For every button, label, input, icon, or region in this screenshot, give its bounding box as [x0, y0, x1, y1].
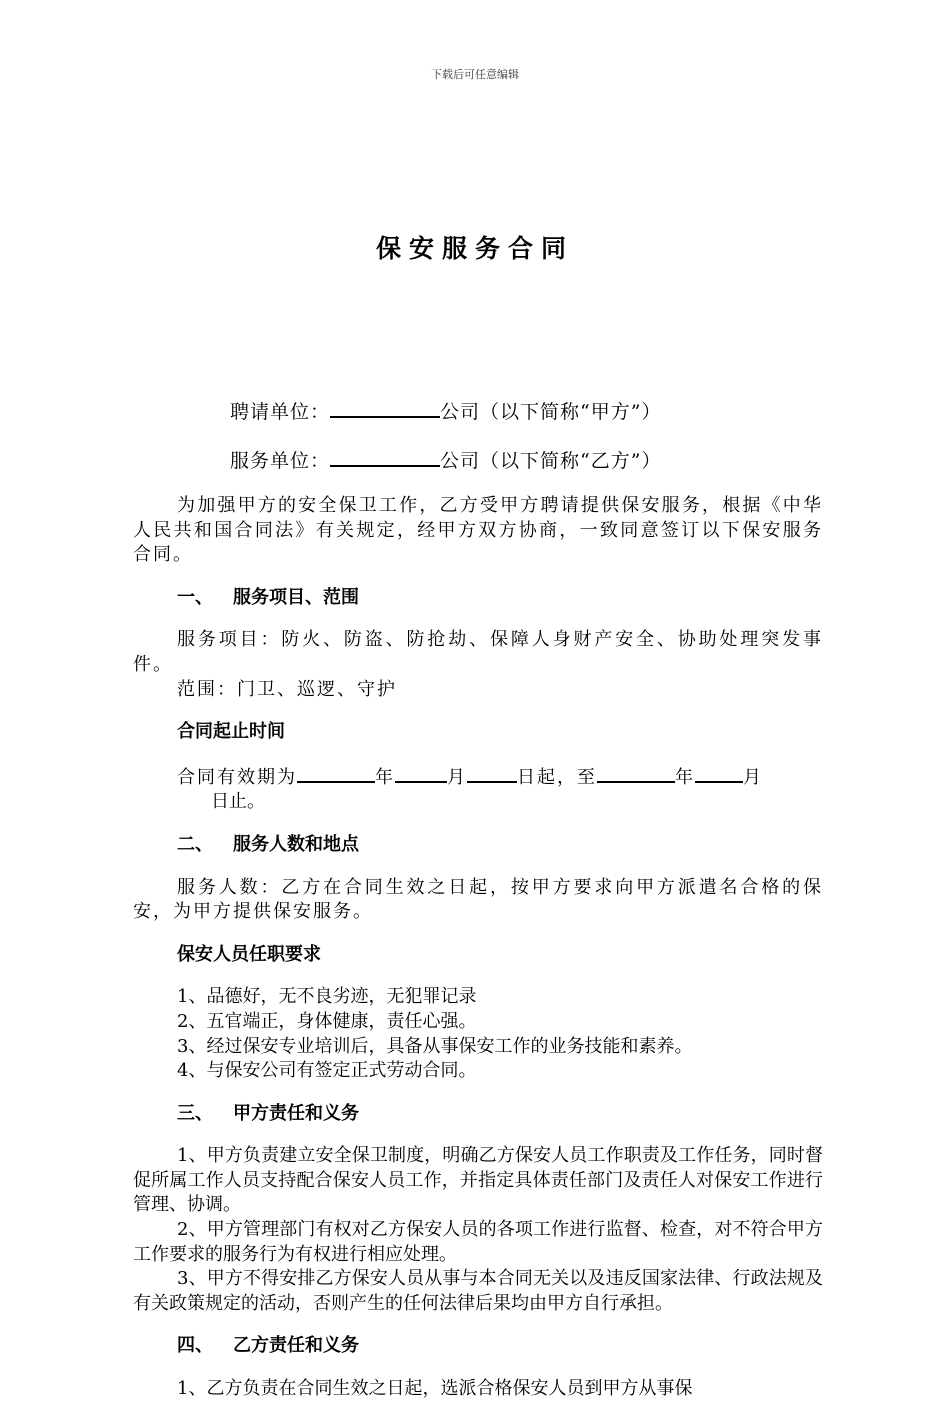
term-end: 日止。: [211, 791, 265, 813]
requirement-item: 3、经过保安专业培训后，具备从事保安工作的业务技能和素养。: [177, 1035, 693, 1057]
party-b-duty: 1、乙方负责在合同生效之日起，选派合格保安人员到甲方从事保: [177, 1378, 693, 1400]
section-1-heading: [133, 586, 823, 611]
employer-line: [230, 397, 661, 424]
start-year-blank[interactable]: [297, 763, 375, 783]
service-scope: 范围：门卫、巡逻、守护: [177, 678, 397, 700]
service-headcount: 服务人数：乙方在合同生效之日起，按甲方要求向甲方派遣名合格的保安，为甲方提供保安服务。: [133, 876, 823, 923]
page-header-note: 下载后可任意编辑: [431, 68, 519, 81]
section-2-heading: [133, 833, 823, 858]
end-month-label: 月: [743, 766, 763, 788]
section-3-title: 甲方责任和义务: [233, 1102, 359, 1124]
start-year-label: 年: [375, 766, 395, 788]
term-prefix: 合同有效期为: [177, 766, 297, 788]
section-4-title: 乙方责任和义务: [233, 1335, 359, 1357]
section-4-heading: [133, 1334, 823, 1359]
end-year-label: 年: [675, 766, 695, 788]
term-line: [133, 763, 823, 791]
employer-suffix: 公司（以下简称“甲方”）: [440, 401, 662, 423]
document-title: 保安服务合同: [375, 234, 574, 263]
requirement-item: 1、品德好，无不良劣迹，无犯罪记录: [177, 986, 477, 1008]
employer-name-blank[interactable]: [330, 398, 440, 418]
start-month-blank[interactable]: [395, 763, 447, 783]
section-1-title: 服务项目、范围: [233, 586, 359, 608]
section-2-title: 服务人数和地点: [233, 833, 359, 855]
section-3-heading: [133, 1102, 823, 1127]
section-4-number: 四、: [177, 1335, 213, 1357]
provider-name-blank[interactable]: [330, 447, 440, 467]
party-a-duty: 2、甲方管理部门有权对乙方保安人员的各项工作进行监督、检查，对不符合甲方工作要求的服务行为有权进行相应处理。: [133, 1219, 823, 1265]
provider-line: [230, 446, 661, 473]
provider-suffix: 公司（以下简称“乙方”）: [440, 450, 662, 472]
party-a-duty: 1、甲方负责建立安全保卫制度，明确乙方保安人员工作职责及工作任务，同时督促所属工作人员支持配合保安人员工作，并指定具体责任部门及责任人对保安工作进行管理、协调。: [133, 1145, 823, 1216]
requirements-heading: 保安人员任职要求: [177, 943, 321, 965]
section-3-number: 三、: [177, 1102, 213, 1124]
start-month-label: 月: [447, 766, 467, 788]
requirement-item: 2、五官端正，身体健康，责任心强。: [177, 1010, 477, 1032]
party-a-duty: 3、甲方不得安排乙方保安人员从事与本合同无关以及违反国家法律、行政法规及有关政策规定的活动，否则产生的任何法律后果均由甲方自行承担。: [133, 1268, 823, 1314]
intro-paragraph: 为加强甲方的安全保卫工作，乙方受甲方聘请提供保安服务，根据《中华人民共和国合同法》有关规定，经甲方双方协商，一致同意签订以下保安服务合同。: [133, 495, 823, 566]
section-1-number: 一、: [177, 586, 213, 608]
requirement-item: 4、与保安公司有签定正式劳动合同。: [177, 1060, 477, 1082]
term-heading: 合同起止时间: [177, 721, 285, 743]
end-year-blank[interactable]: [597, 763, 675, 783]
start-day-label: 日起，至: [517, 766, 597, 788]
service-items: 服务项目：防火、防盗、防抢劫、保障人身财产安全、协助处理突发事件。: [133, 629, 823, 675]
start-day-blank[interactable]: [467, 763, 517, 783]
section-2-number: 二、: [177, 833, 213, 855]
contract-body: [133, 494, 823, 1402]
end-month-blank[interactable]: [695, 763, 743, 783]
provider-label: 服务单位：: [230, 450, 331, 472]
employer-label: 聘请单位：: [230, 401, 331, 423]
